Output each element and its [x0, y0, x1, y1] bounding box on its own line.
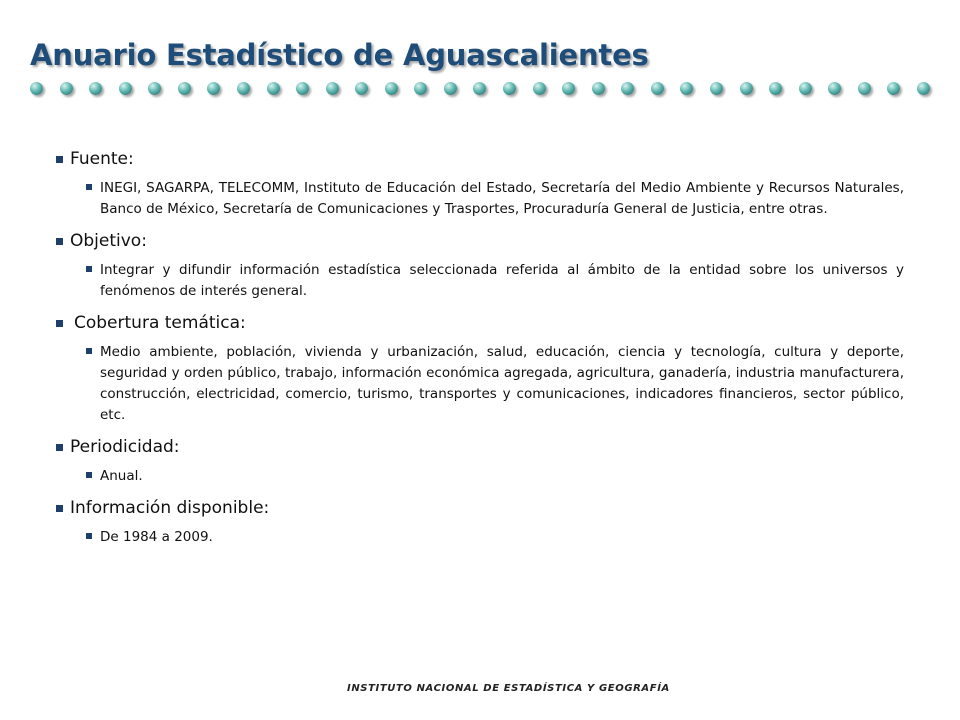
section-item	[86, 342, 904, 426]
bullet-icon	[86, 472, 92, 478]
heading-label: Fuente:	[70, 149, 134, 169]
divider-dot	[769, 82, 782, 95]
divider-dot	[503, 82, 516, 95]
divider-dot	[414, 82, 427, 95]
section-heading-fuente	[56, 148, 904, 170]
item-text: Anual.	[100, 468, 143, 484]
divider-dot	[621, 82, 634, 95]
item-text: De 1984 a 2009.	[100, 529, 213, 545]
bullet-icon	[56, 505, 63, 512]
bullet-icon	[86, 533, 92, 539]
section-item	[86, 466, 904, 487]
divider-dot	[119, 82, 132, 95]
divider-dot	[237, 82, 250, 95]
heading-label: Información disponible:	[70, 498, 270, 518]
section-item	[86, 260, 904, 302]
divider-dot	[89, 82, 102, 95]
item-text: INEGI, SAGARPA, TELECOMM, Instituto de Educación del Estado, Secretaría del Medio Ambiente y Recursos Naturales, Banco de México, Secretaría de Comunicaciones y Trasportes, Procuraduría General de Justicia, entre otras.	[100, 180, 904, 217]
section-item	[86, 178, 904, 220]
bullet-icon	[56, 156, 63, 163]
divider-dot	[30, 82, 43, 95]
divider-dot	[740, 82, 753, 95]
bullet-icon	[86, 348, 92, 354]
heading-label: Objetivo:	[70, 231, 147, 251]
section-item	[86, 527, 904, 548]
divider-dot	[887, 82, 900, 95]
divider-dot	[148, 82, 161, 95]
heading-label: Cobertura temática:	[74, 313, 246, 333]
section-heading-objetivo	[56, 230, 904, 252]
dotted-divider	[30, 78, 930, 98]
item-text: Medio ambiente, población, vivienda y urbanización, salud, educación, ciencia y tecnología, cultura y deporte, seguridad y orden público, trabajo, información económica agregada, agricultura, ganadería, industria manufacturera, construcción, electricidad, comercio, turismo, transportes y comunicaciones, indicadores financieros, sector público, etc.	[100, 344, 904, 423]
divider-dot	[296, 82, 309, 95]
divider-dot	[444, 82, 457, 95]
item-text: Integrar y difundir información estadística seleccionada referida al ámbito de la entidad sobre los universos y fenómenos de interés general.	[100, 262, 904, 299]
footer-institution: INSTITUTO NACIONAL DE ESTADÍSTICA Y GEOGRAFÍA	[347, 683, 670, 694]
divider-dot	[799, 82, 812, 95]
divider-dot	[207, 82, 220, 95]
divider-dot	[355, 82, 368, 95]
divider-dot	[858, 82, 871, 95]
divider-dot	[917, 82, 930, 95]
divider-dot	[828, 82, 841, 95]
divider-dot	[473, 82, 486, 95]
divider-dot	[533, 82, 546, 95]
divider-dot	[326, 82, 339, 95]
divider-dot	[178, 82, 191, 95]
divider-dot	[385, 82, 398, 95]
bullet-icon	[86, 184, 92, 190]
section-heading-informacion	[56, 497, 904, 519]
divider-dot	[651, 82, 664, 95]
section-heading-cobertura	[56, 312, 904, 334]
divider-dot	[710, 82, 723, 95]
heading-label: Periodicidad:	[70, 437, 180, 457]
section-heading-periodicidad	[56, 436, 904, 458]
divider-dot	[680, 82, 693, 95]
page-title: Anuario Estadístico de Aguascalientes	[30, 38, 649, 72]
divider-dot	[592, 82, 605, 95]
bullet-icon	[86, 266, 92, 272]
divider-dot	[267, 82, 280, 95]
divider-dot	[60, 82, 73, 95]
divider-dot	[562, 82, 575, 95]
bullet-icon	[56, 238, 63, 245]
bullet-icon	[56, 444, 63, 451]
content-list	[56, 148, 904, 558]
bullet-icon	[56, 320, 63, 327]
